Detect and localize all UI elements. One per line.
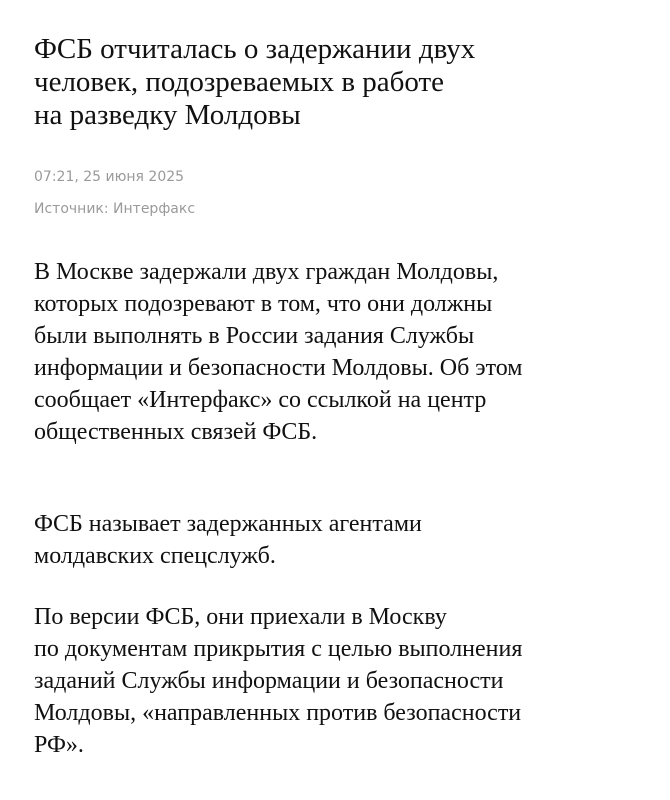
article-title [34,33,594,132]
article-paragraph [34,508,644,572]
paragraph-line: по документам прикрытия с целью выполнения [34,636,523,662]
paragraph-line: информации и безопасности Молдовы. Об этом [34,355,523,381]
paragraph-line: были выполнять в России задания Службы [34,323,475,349]
source-attribution: Источник: Интерфакс [34,201,196,217]
article-title-line: ФСБ отчиталась о задержании двух [34,33,476,65]
paragraph-line: сообщает «Интерфакс» со ссылкой на центр [34,387,487,413]
paragraph-line: Молдовы, «направленных против безопасности [34,700,522,726]
article-paragraph [34,256,644,448]
paragraph-line: РФ». [34,732,84,758]
paragraph-line: ФСБ называет задержанных агентами [34,511,422,537]
article-title-line: на разведку Молдовы [34,99,301,131]
paragraph-line: В Москве задержали двух граждан Молдовы, [34,259,499,285]
paragraph-line: По версии ФСБ, они приехали в Москву [34,604,447,630]
publication-date: 07:21, 25 июня 2025 [34,169,185,185]
article-paragraph [34,601,644,761]
paragraph-line: общественных связей ФСБ. [34,419,318,445]
paragraph-line: молдавских спецслужб. [34,543,276,569]
article-title-line: человек, подозреваемых в работе [34,66,445,98]
paragraph-line: которых подозревают в том, что они должны [34,291,493,317]
paragraph-line: заданий Службы информации и безопасности [34,668,504,694]
